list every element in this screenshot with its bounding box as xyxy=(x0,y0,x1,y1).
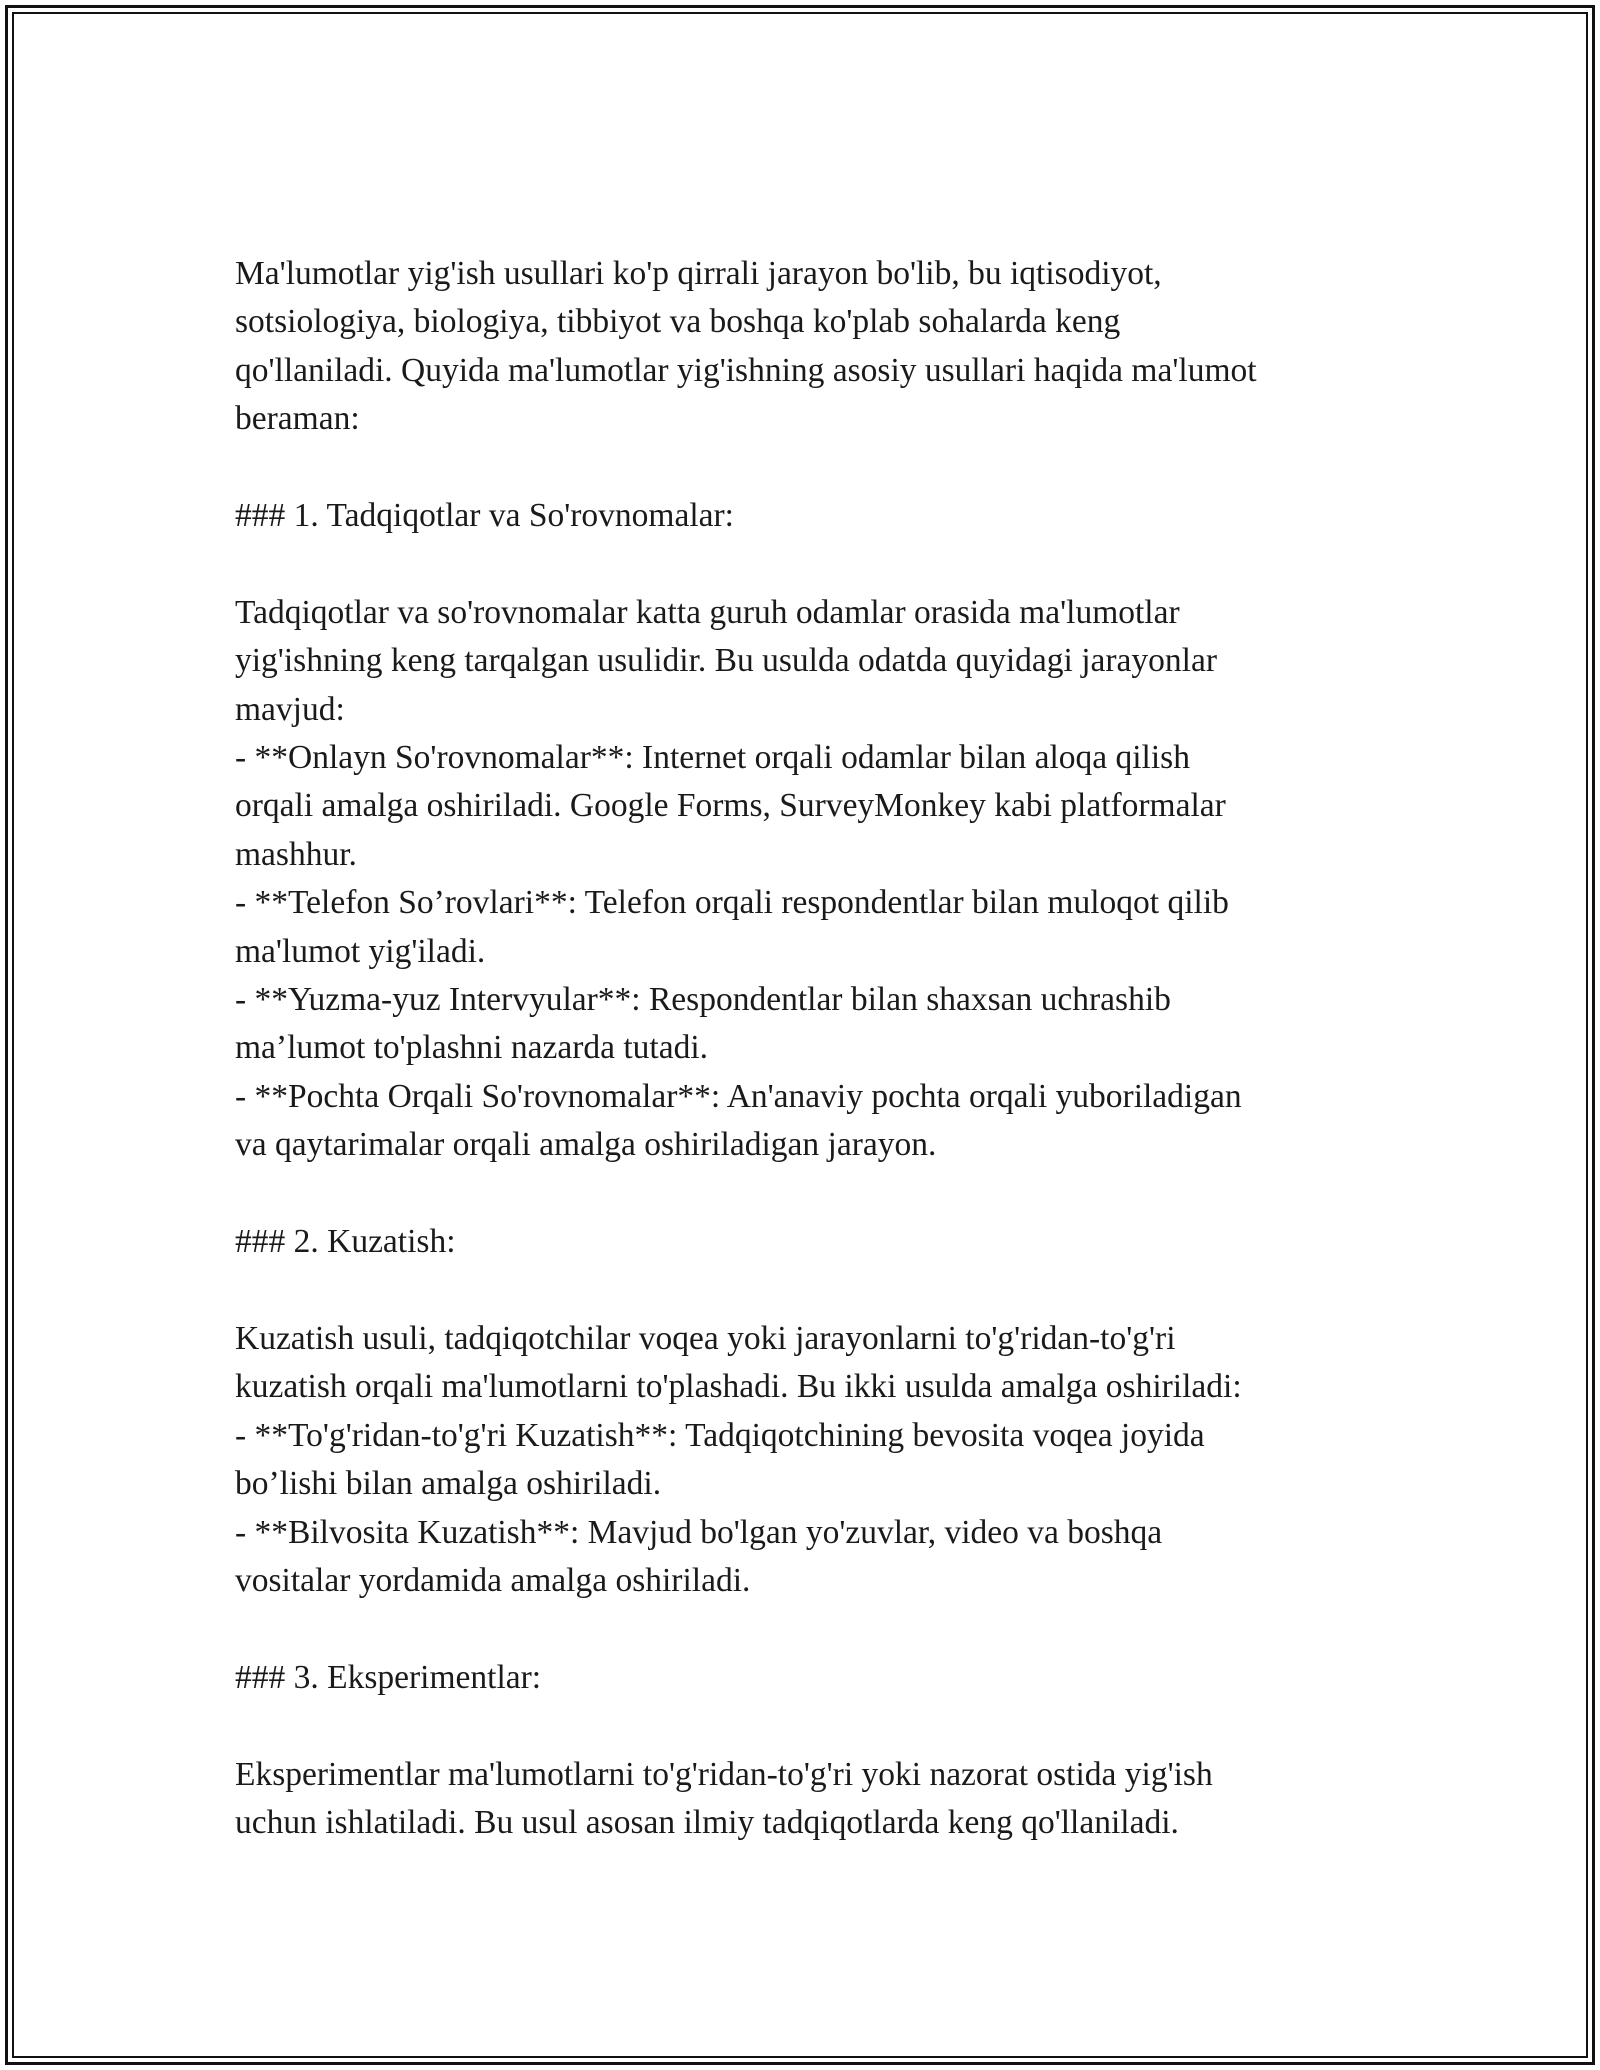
section-2-line: Kuzatish usuli, tadqiqotchilar voqea yoki jarayonlarni to'g'ridan-to'g'ri xyxy=(235,1319,1176,1357)
intro-line: Ma'lumotlar yig'ish usullari ko'p qirrali jarayon bo'lib, bu iqtisodiyot, xyxy=(235,255,1162,292)
section-1-line: Tadqiqotlar va so'rovnomalar katta guruh odamlar orasida ma'lumotlar xyxy=(235,593,1180,631)
blank-line xyxy=(235,540,1365,588)
section-1-line: yig'ishning keng tarqalgan usulidir. Bu usulda odatda quyidagi jarayonlar xyxy=(235,642,1218,680)
section-1-line: ma’lumot to'plashni nazarda tutadi. xyxy=(235,1029,709,1067)
section-2-line: vositalar yordamida amalga oshiriladi. xyxy=(235,1561,751,1599)
section-1-line: - **Pochta Orqali So'rovnomalar**: An'anaviy pochta orqali yuboriladigan xyxy=(235,1077,1242,1115)
section-heading-3: ### 3. Eksperimentlar: xyxy=(235,1658,542,1696)
intro-line: beraman: xyxy=(235,400,360,438)
section-2-line: - **To'g'ridan-to'g'ri Kuzatish**: Tadqiqotchining bevosita voqea joyida xyxy=(235,1416,1205,1454)
section-2-line: - **Bilvosita Kuzatish**: Mavjud bo'lgan yo'zuvlar, video va boshqa xyxy=(235,1513,1163,1551)
section-2-line: kuzatish orqali ma'lumotlarni to'plashadi. Bu ikki usulda amalga oshiriladi: xyxy=(235,1368,1242,1406)
section-2-line: bo’lishi bilan amalga oshiriladi. xyxy=(235,1465,662,1503)
section-1-line: mashhur. xyxy=(235,835,357,873)
document-body xyxy=(235,250,1365,1847)
section-1-line: - **Yuzma-yuz Intervyular**: Respondentlar bilan shaxsan uchrashib xyxy=(235,981,1171,1019)
section-1-line: - **Telefon So’rovlari**: Telefon orqali respondentlar bilan muloqot qilib xyxy=(235,884,1229,922)
section-1-line: ma'lumot yig'iladi. xyxy=(235,932,486,970)
section-1-line: va qaytarimalar orqali amalga oshiriladigan jarayon. xyxy=(235,1126,937,1164)
blank-line xyxy=(235,1266,1365,1314)
blank-line xyxy=(235,444,1365,492)
section-heading-1: ### 1. Tadqiqotlar va So'rovnomalar: xyxy=(235,497,734,535)
section-1-line: mavjud: xyxy=(235,690,345,728)
section-heading-2: ### 2. Kuzatish: xyxy=(235,1223,456,1261)
intro-line: sotsiologiya, biologiya, tibbiyot va boshqa ko'plab sohalarda keng xyxy=(235,303,1121,341)
blank-line xyxy=(235,1702,1365,1750)
section-3-line: Eksperimentlar ma'lumotlarni to'g'ridan-to'g'ri yoki nazorat ostida yig'ish xyxy=(235,1755,1213,1793)
intro-line: qo'llaniladi. Quyida ma'lumotlar yig'ishning asosiy usullari haqida ma'lumot xyxy=(235,351,1257,389)
section-3-line: uchun ishlatiladi. Bu usul asosan ilmiy tadqiqotlarda keng qo'llaniladi. xyxy=(235,1803,1179,1841)
blank-line xyxy=(235,1605,1365,1653)
blank-line xyxy=(235,1170,1365,1218)
section-1-line: orqali amalga oshiriladi. Google Forms, SurveyMonkey kabi platformalar xyxy=(235,787,1226,825)
section-1-line: - **Onlayn So'rovnomalar**: Internet orqali odamlar bilan aloqa qilish xyxy=(235,739,1190,777)
